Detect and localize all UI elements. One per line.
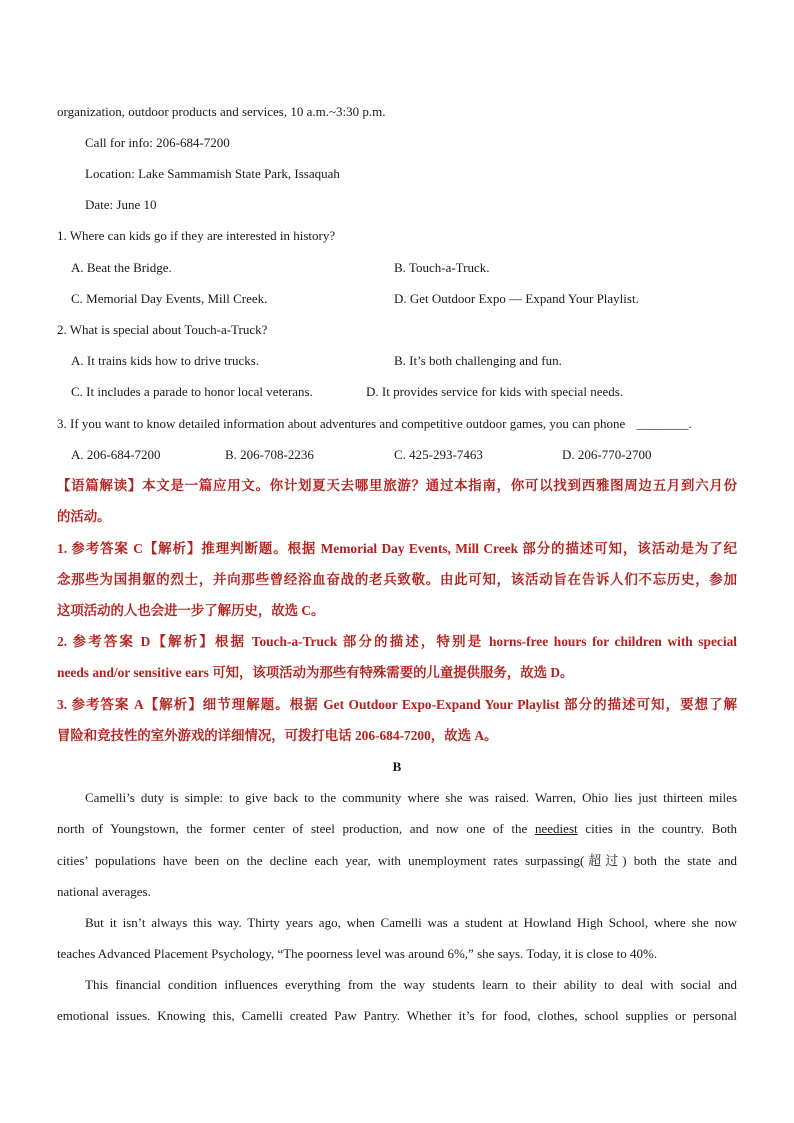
answer-1-line-2: 念那些为国捐躯的烈士，并向那些曾经浴血奋战的老兵致敬。由此可知，该活动旨在告诉人们不忘历史，参加 bbox=[57, 572, 737, 587]
q3-option-c: C. 425-293-7463 bbox=[394, 447, 483, 462]
q3-option-d: D. 206-770-2700 bbox=[562, 447, 652, 462]
q3-option-b: B. 206-708-2236 bbox=[225, 447, 314, 462]
passage-a-fragment: organization, outdoor products and services, 10 a.m.~3:30 p.m. bbox=[57, 104, 386, 119]
q1-option-a: A. Beat the Bridge. bbox=[71, 260, 172, 275]
underlined-word-neediest: neediest bbox=[535, 821, 578, 836]
answer-3-line-1: 3. 参考答案 A【解析】细节理解题。根据 Get Outdoor Expo-Expand Your Playlist 部分的描述可知，要想了解 bbox=[57, 697, 737, 712]
passage-b-p1-line-1: Camelli’s duty is simple: to give back to the community where she was raised. Warren, Ohio lies just thirteen miles bbox=[85, 790, 737, 805]
analysis-intro-line-1: 【语篇解读】本文是一篇应用文。你计划夏天去哪里旅游？通过本指南，你可以找到西雅图周边五月到六月份 bbox=[57, 478, 737, 493]
passage-b-p1-line-3: cities’ populations have been on the decline each year, with unemployment rates surpassing(超过) both the state and bbox=[57, 853, 737, 868]
q3-stem-text: 3. If you want to know detailed information about adventures and competitive outdoor games, you can phone bbox=[57, 416, 626, 431]
q3-blank: ________. bbox=[636, 416, 692, 431]
q2-option-c: C. It includes a parade to honor local veterans. bbox=[71, 384, 313, 399]
answer-2-line-2: needs and/or sensitive ears 可知，该项活动为那些有特殊需要的儿童提供服务，故选 D。 bbox=[57, 665, 574, 680]
q2-option-a: A. It trains kids how to drive trucks. bbox=[71, 353, 260, 368]
q1-option-c: C. Memorial Day Events, Mill Creek. bbox=[71, 291, 268, 306]
answer-1-line-1: 1. 参考答案 C【解析】推理判断题。根据 Memorial Day Events, Mill Creek 部分的描述可知，该活动是为了纪 bbox=[57, 541, 737, 556]
passage-b-p2-line-1: But it isn’t always this way. Thirty years ago, when Camelli was a student at Howland High School, where she now bbox=[85, 915, 737, 930]
q2-option-b: B. It’s both challenging and fun. bbox=[394, 353, 562, 368]
question-1-stem: 1. Where can kids go if they are interested in history? bbox=[57, 228, 336, 243]
p1-line-2-after: cities in the country. Both bbox=[577, 821, 737, 836]
answer-2-line-1: 2. 参考答案 D【解析】根据 Touch-a-Truck 部分的描述，特别是 horns-free hours for children with special bbox=[57, 634, 737, 649]
question-3-stem bbox=[57, 415, 692, 433]
analysis-intro-line-2: 的活动。 bbox=[57, 509, 111, 524]
passage-b-p2-line-2: teaches Advanced Placement Psychology, “The poorness level was around 6%,” she says. Today, it is close to 40%. bbox=[57, 946, 658, 961]
call-info: Call for info: 206-684-7200 bbox=[85, 135, 230, 150]
answer-3-line-2: 冒险和竞技性的室外游戏的详细情况，可拨打电话 206-684-7200，故选 A。 bbox=[57, 728, 498, 743]
q3-option-a: A. 206-684-7200 bbox=[71, 447, 161, 462]
p1-line-2-before: north of Youngstown, the former center of steel production, and now one of the bbox=[57, 821, 536, 836]
q1-option-d: D. Get Outdoor Expo — Expand Your Playlist. bbox=[394, 291, 639, 306]
date-info: Date: June 10 bbox=[85, 197, 157, 212]
question-2-stem: 2. What is special about Touch-a-Truck? bbox=[57, 322, 268, 337]
answer-1-line-3: 这项活动的人也会进一步了解历史，故选 C。 bbox=[57, 603, 325, 618]
location-info: Location: Lake Sammamish State Park, Issaquah bbox=[85, 166, 340, 181]
section-b-heading: B bbox=[392, 759, 402, 774]
q1-option-b: B. Touch-a-Truck. bbox=[394, 260, 490, 275]
q2-option-d: D. It provides service for kids with special needs. bbox=[366, 384, 624, 399]
passage-b-p1-line-4: national averages. bbox=[57, 884, 151, 899]
passage-b-p3-line-2: emotional issues. Knowing this, Camelli created Paw Pantry. Whether it’s for food, clothes, school supplies or personal bbox=[57, 1008, 737, 1023]
passage-b-p1-line-2 bbox=[57, 820, 737, 838]
passage-b-p3-line-1: This financial condition influences everything from the way students learn to their ability to deal with social and bbox=[85, 977, 737, 992]
